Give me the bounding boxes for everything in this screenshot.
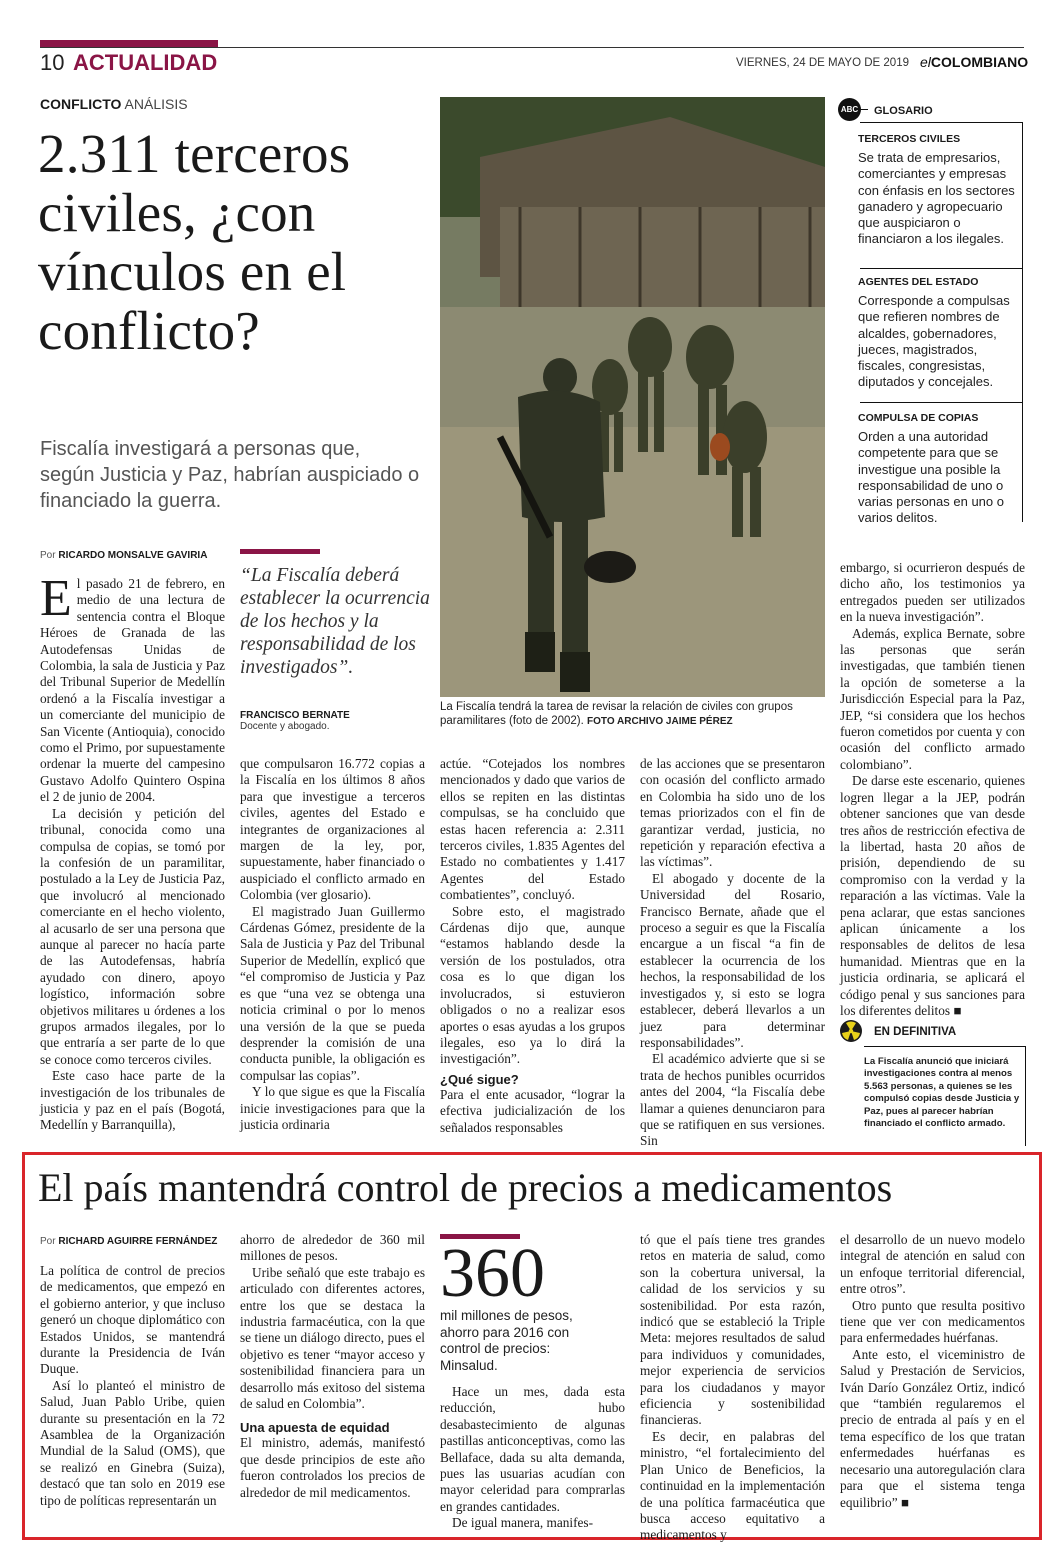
section-label: ACTUALIDAD: [73, 50, 218, 75]
kicker-bold: CONFLICTO: [40, 96, 122, 112]
glossary-item: [858, 133, 1020, 248]
glossary-definition: Orden a una autoridad competente para que se investigue una posible la responsabilidad de uno o varias personas en uno o varios delitos.: [858, 429, 1004, 526]
paragraph: Sobre esto, el magistrado Cárdenas dijo que, aunque “estamos hablando desde la versión de los postulados, otra cosa es lo que digan los involucrados, si estuvieron obligados o no a realizar esos aportes o esas ayudas a los grupos ilegales, eso ya lo dirá la investigación”.: [440, 903, 625, 1067]
abc-icon: ABC: [838, 98, 861, 121]
article1-column-3: [440, 756, 625, 1136]
radiation-icon: [840, 1020, 862, 1042]
paragraph: El académico advierte que si se trata de hechos punibles ocurridos antes del 2004, “la Fiscalía debe llamar a quienes denunciaron para que se ratifiquen en sus versiones. Sin: [640, 1051, 825, 1149]
glossary-right-border: [1022, 122, 1023, 522]
paragraph: Además, explica Bernate, sobre las personas que serán investigadas, que también tienen la opción de someterse a la Jurisdicción Especial para la Paz, JEP, “si considera que los hechos fueron cometidos por cuenta y con ocasión del conflicto armado colombiano”.: [840, 625, 1025, 772]
paragraph: actúe. “Cotejados los nombres mencionados y dado que varios de ellos se repiten en las distintas compulsas, se ha concluido que estas hacen referencia a: 2.311 terceros civiles, 1.835 Agentes del Estado no combatientes y 1.417 Agentes del Estado combatientes”, concluyó.: [440, 756, 625, 903]
paragraph: Otro punto que resulta positivo tiene que ver con medicamentos para enfermedades huérfanas.: [840, 1297, 1025, 1346]
photo-caption-text: La Fiscalía tendrá la tarea de revisar la relación de civiles con grupos paramilitares (foto de 2002).: [440, 701, 793, 727]
article2-byline: [40, 1236, 217, 1247]
paragraph: De darse este escenario, quienes logren llegar a la JEP, podrán obtener sanciones que van desde tres años de restricción efectiva de la libertad, hasta 20 años de prisión, dependiendo de su compromiso con la verdad y la reparación a las víctimas. Vale la pena aclarar, que estas sanciones aplican únicamente a los responsables de delitos de lesa humanidad. Mientras que en la justicia ordinaria, se aplicará el código penal y sus sanciones para los diferentes delitos ■: [840, 773, 1025, 1018]
subhead: Fiscalía investigará a personas que, según Justicia y Paz, habrían auspiciado o financiado la guerra.: [40, 438, 420, 512]
byline-prefix: Por: [40, 550, 56, 561]
paragraph: que compulsaron 16.772 copias a la Fiscalía en los últimos 8 años para que investigue a terceros civiles, agentes del Estado e integrantes de organizaciones al margen de la ley, por, supuestamente, haber financiado o auspiciado el conflicto armado en Colombia (ver glosario).: [240, 756, 425, 903]
quote-author: FRANCISCO BERNATE: [240, 710, 350, 721]
article2-column-2: [240, 1232, 425, 1501]
paper-logo-el: el: [920, 54, 931, 70]
paragraph: De igual manera, manifes-: [452, 1515, 594, 1531]
en-definitiva-border-top: [864, 1046, 1026, 1047]
byline-name: RICARDO MONSALVE GAVIRIA: [58, 550, 208, 561]
photo-caption: [440, 700, 830, 729]
byline-name: RICHARD AGUIRRE FERNÁNDEZ: [58, 1236, 218, 1247]
dropcap: E: [40, 570, 72, 627]
paragraph: Uribe señaló que este trabajo es articulado con diferentes actores, entre los que se destaca la industria farmacéutica, con la que se tiene un diálogo directo, pues el objetivo es tener “mayor acceso y sostenibilidad financiera para un desarrollo más exitoso del sistema de salud en Colombia”.: [240, 1264, 425, 1412]
paragraph: Es decir, en palabras del ministro, “el fortalecimiento del Plan Unico de Beneficios, la continuidad en la implementación de una política farmacéutica que busca acceso equitativo a medicamentos y: [640, 1428, 825, 1543]
photo-credit: FOTO ARCHIVO JAIME PÉREZ: [587, 716, 733, 727]
article2-headline: El país mantendrá control de precios a medicamentos: [38, 1165, 893, 1210]
en-definitiva-text: La Fiscalía anunció que iniciará investigaciones contra al menos 5.563 personas, a quienes se les compulsó copias desde Justicia y Paz, pues al parecer habrían financiado el conflicto armado.: [864, 1056, 1020, 1130]
glossary-definition: Se trata de empresarios, comerciantes y empresas con énfasis en los sectores ganadero y agropecuario que auspiciaron o financiaron a los ilegales.: [858, 150, 1015, 247]
paragraph: embargo, si ocurrieron después de dicho año, los testimonios ya entregados pueden ser utilizados en la nueva investigación”.: [840, 560, 1025, 625]
paragraph: Así lo planteó el ministro de Salud, Juan Pablo Uribe, quien durante su presentación en la 72 Asamblea de la Organización Mundial de la Salud (OMS), que se realizó en Ginebra (Suiza), destacó que tan solo en 2019 ese tipo de políticas representarán un: [40, 1377, 225, 1508]
kicker-light: ANÁLISIS: [124, 96, 188, 112]
paragraph: El abogado y docente de la Universidad del Rosario, Francisco Bernate, añade que el proceso a seguir es que la Fiscalía encargue a un fiscal “a fin de establecer la ocurrencia de los hechos, la responsabilidad de los investigados y, si esto se logra establecer, deberá llevarlos a un juez para determinar responsabilidades”.: [640, 870, 825, 1050]
article1-column-1: [40, 570, 225, 1134]
radiation-icon-glyph: [840, 1020, 862, 1042]
paragraph: Hace un mes, dada esta reducción, hubo desabastecimiento de algunas pastillas anticonceptivas, como las Bellaface, dada su alta demanda, pues las usuarias acudían con mayor celeridad para comprarlas en grandes cantidades.: [440, 1384, 625, 1514]
header-date: VIERNES, 24 DE MAYO DE 2019: [736, 57, 909, 69]
glossary-title: GLOSARIO: [874, 105, 933, 117]
headline: 2.311 terceros civiles, ¿con vínculos en el conflicto?: [38, 123, 351, 361]
paper-logo: [920, 54, 1028, 70]
paper-logo-name: COLOMBIANO: [930, 54, 1029, 70]
paragraph: Este caso hace parte de la investigación de los tribunales de justicia y paz en el país (Bogotá, Medellín y Barranquilla),: [40, 1068, 225, 1133]
glossary-term: COMPULSA DE COPIAS: [858, 412, 979, 424]
article2-column-1: [40, 1263, 225, 1509]
paragraph: l pasado 21 de febrero, en medio de una lectura de sentencia contra el Bloque Héroes de Granada de las Autodefensas Unidas de Colombia, la sala de Justicia y Paz del Tribunal Superior de Medellín ordenó a la Fiscalía investigar a un comerciante del municipio de San Vicente (Antioquia), conocido como el Primo, por supuestamente ordenar la muerte del campesino Gustavo Adolfo Quintero Ospina el 2 de junio de 2004.: [40, 576, 225, 805]
glossary-item: [858, 412, 1020, 527]
glossary-definition: Corresponde a compulsas que refieren nombres de alcaldes, gobernadores, jueces, magistrados, fiscales, congresistas, diputados y concejales.: [858, 293, 1010, 390]
paragraph: Y lo que sigue es que la Fiscalía inicie investigaciones para que la justicia ordinaria: [240, 1084, 425, 1132]
quote-accent-bar: [240, 549, 320, 554]
paragraph: de las acciones que se presentaron con ocasión del conflicto armado en Colombia ha sido uno de los temas priorizados con el fin de garantizar verdad, justicia, no repetición y reparación efectiva a las víctimas”.: [640, 756, 825, 870]
en-definitiva-title: EN DEFINITIVA: [874, 1026, 957, 1038]
stat-number: 360: [440, 1235, 545, 1312]
article2-column-5: [840, 1232, 1025, 1511]
glossary-item: [858, 276, 1020, 391]
paragraph: tó que el país tiene tres grandes retos en materia de salud, como son la cobertura universal, la calidad de los servicios y su sostenibilidad. Por esta razón, indicó que se estableció la Triple Meta: mejores resultados de salud para individuos y comunidades, mejor experiencia de servicios para los ciudadanos y mayor eficiencia y sostenibilidad financieras.: [640, 1232, 825, 1428]
paragraph: Ante esto, el viceministro de Salud y Prestación de Servicios, Iván Darío González Ortiz, indicó que “también regularemos el precio de entrada al país y en el tema específico de los que tratan enfermedades huérfanas es necesario una autoregulación clara para que el sistema tenga equilibrio” ■: [840, 1346, 1025, 1510]
paragraph: El magistrado Juan Guillermo Cárdenas Gómez, presidente de la Sala de Justicia y Paz del Tribunal Superior de Medellín, explicó que “el compromiso de Justicia y Paz es que “una vez se obtenga una noticia criminal o por lo menos una versión de la que se pueda desprender la comisión de una conducta punible, la obligación es compulsar las copias”.: [240, 903, 425, 1083]
quote-role: Docente y abogado.: [240, 721, 330, 732]
article2-column-4: [640, 1232, 825, 1544]
header-rule: [40, 47, 1024, 48]
paragraph: el desarrollo de un nuevo modelo integral de atención en salud con un enfoque territorial diferencial, entre otros”.: [840, 1232, 1025, 1297]
page-number: 10: [40, 50, 65, 75]
article2-column-3: [440, 1384, 625, 1532]
glossary-box: [836, 98, 1024, 526]
paragraph: La decisión y petición del tribunal, conocida como una compulsa de copias, se tomó por la confesión de un paramilitar, postulado a la Ley de Justicia Paz, que involucró al mencionado comerciante en el hecho violento, al acusarlo de ser una persona que aunque al parecer no hacía parte de las Autodefensas, habría ayudado con dinero, apoyo logístico, información sobre objetivos militares u órdenes a los grupos armados ilegales, por lo que entraría a ser parte de lo que se conoce como terceros civiles.: [40, 805, 225, 1067]
kicker: [40, 96, 188, 112]
article1-column-5: [840, 560, 1025, 1019]
photo: [440, 97, 825, 697]
subheading: Una apuesta de equidad: [240, 1420, 390, 1436]
article1-column-2: [240, 756, 425, 1133]
glossary-term: TERCEROS CIVILES: [858, 133, 961, 145]
byline: [40, 550, 207, 561]
pull-quote: “La Fiscalía deberá establecer la ocurrencia de los hechos y la responsabilidad de los investigados”.: [240, 565, 430, 678]
en-definitiva-border-right: [1025, 1046, 1026, 1146]
paragraph: La política de control de precios de medicamentos, que empezó en el gobierno anterior, y que incluso generó un choque diplomático con Estados Unidos, se mantendrá durante la Presidencia de Iván Duque.: [40, 1263, 225, 1377]
paragraph: ahorro de alrededor de 360 mil millones de pesos.: [240, 1232, 425, 1264]
stat-text: mil millones de pesos, ahorro para 2016 con control de precios: Minsalud.: [440, 1308, 573, 1373]
glossary-divider: [860, 402, 1022, 403]
article1-column-4: [640, 756, 825, 1150]
glossary-term: AGENTES DEL ESTADO: [858, 276, 979, 288]
paragraph: Para el ente acusador, “lograr la efectiva judicialización de los señalados responsables: [440, 1086, 625, 1135]
glossary-top-border: [860, 122, 1023, 123]
glossary-rule: [858, 109, 868, 110]
byline-prefix: Por: [40, 1236, 56, 1247]
en-definitiva-box: [840, 1020, 1026, 1130]
subheading: ¿Qué sigue?: [440, 1071, 519, 1087]
glossary-divider: [860, 268, 1022, 269]
paramilitary-photo-illustration: [440, 97, 825, 697]
paragraph: El ministro, además, manifestó que desde principios de este año fueron controlados los precios de alrededor de mil medicamentos.: [240, 1435, 425, 1500]
